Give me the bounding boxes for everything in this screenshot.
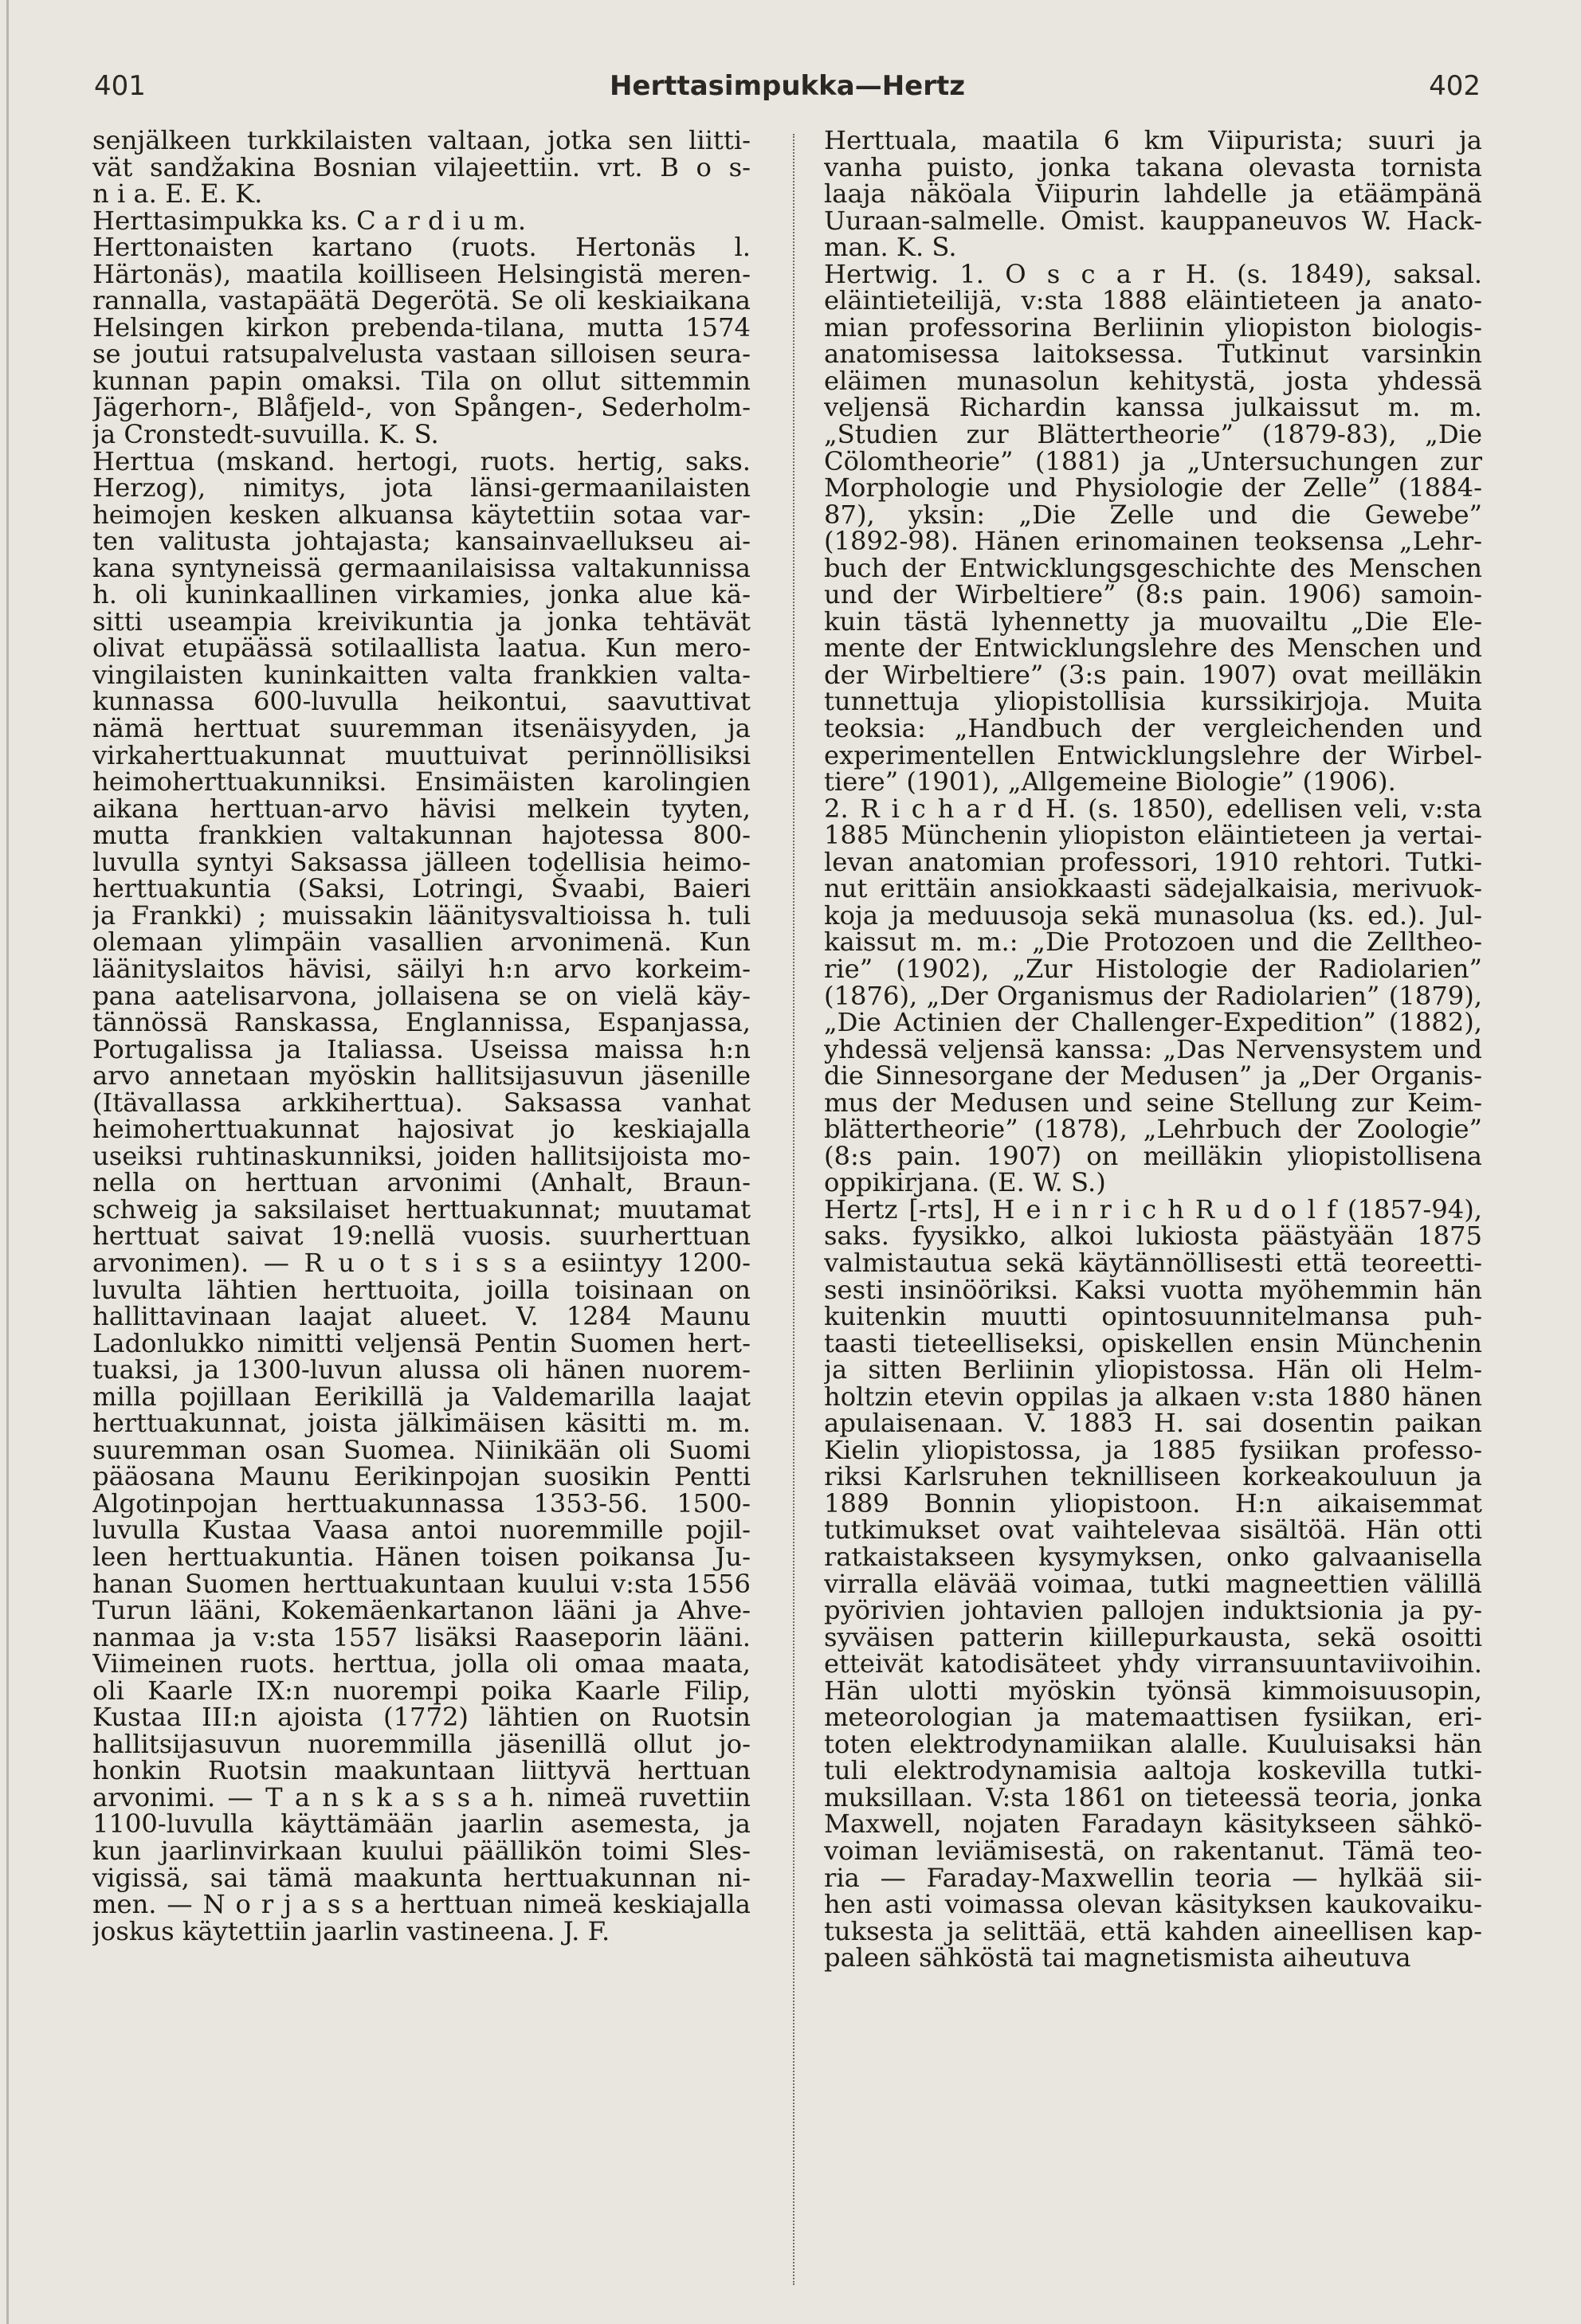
text-line: Herzog), nimitys, jota länsi-germaanilaisten [92, 472, 751, 504]
text-line: suuremman osan Suomea. Niinikään oli Suomi [92, 1434, 751, 1465]
text-line: veljensä Richardin kanssa julkaissut m. m. [824, 392, 1482, 423]
text-line: virkaherttuakunnat muuttuivat perinnöllisiksi [92, 739, 751, 770]
text-line: milla pojillaan Eerikillä ja Valdemarilla laajat [92, 1381, 751, 1412]
text-line: (1892-98). Hänen erinomainen teoksensa „Lehr- [824, 526, 1482, 557]
text-line: (8:s pain. 1907) on meilläkin yliopistollisena [824, 1140, 1482, 1171]
text-line: tunnettuja yliopistollisia kurssikirjoja. Muita [824, 686, 1482, 717]
text-line: vingilaisten kuninkaitten valta frankkien valta- [92, 659, 751, 690]
text-line: herttuakuntia (Saksi, Lotringi, Švaabi, Baieri [92, 873, 751, 904]
text-line: Ladonlukko nimitti veljensä Pentin Suomen hert- [92, 1327, 751, 1358]
text-line: Algotinpojan herttuakunnassa 1353-56. 1500- [92, 1487, 751, 1519]
text-line: muksillaan. V:sta 1861 on tieteessä teoria, jonka [824, 1781, 1482, 1813]
text-line: nut erittäin ansiokkaasti sädejalkaisia, merivuok- [824, 873, 1482, 904]
text-line: Portugalissa ja Italiassa. Useissa maissa h:n [92, 1033, 751, 1064]
text-line: meteorologian ja matemaattisen fysiikan, eri- [824, 1702, 1482, 1733]
text-line: arvonimi. — T a n s k a s s a h. nimeä ruvettiin [92, 1781, 751, 1813]
text-line: n i a. E. E. K. [92, 178, 263, 210]
text-line: ja sitten Berliinin yliopistossa. Hän oli Helm- [824, 1354, 1482, 1385]
text-line: kuin tästä lyhennetty ja muovailtu „Die Ele- [824, 605, 1482, 637]
text-line: virralla elävää voimaa, tutki magneettien välillä [824, 1568, 1482, 1599]
text-line: apulaisenaan. V. 1883 H. sai dosentin paikan [824, 1408, 1482, 1439]
text-line: ratkaistakseen kysymyksen, onko galvaanisella [824, 1541, 1482, 1572]
text-line: Turun lääni, Kokemäenkartanon lääni ja Ahve- [92, 1595, 751, 1626]
text-line: 2. R i c h a r d H. (s. 1850), edellisen veli, v:sta [824, 793, 1482, 824]
text-line: Maxwell, nojaten Faradayn käsitykseen sähkö- [824, 1809, 1482, 1840]
text-line: Herttua (mskand. hertogi, ruots. hertig, saks. [92, 445, 751, 476]
text-line: voiman leviämisestä, on rakentanut. Tämä teo- [824, 1836, 1482, 1866]
text-line: vigissä, sai tämä maakunta herttuakunnan ni- [92, 1862, 751, 1893]
text-line: 1100-luvulla käyttämään jaarlin asemesta, ja [92, 1809, 751, 1840]
text-line: holtzin etevin oppilas ja alkaen v:sta 1880 hänen [824, 1381, 1482, 1412]
text-line: Morphologie und Physiologie der Zelle” (1884- [824, 472, 1482, 504]
text-line: teoksia: „Handbuch der vergleichenden und [824, 713, 1482, 744]
text-line: herttuat saivat 19:nellä vuosis. suurherttuan [92, 1221, 751, 1252]
text-line: arvo annetaan myöskin hallitsijasuvun jäsenille [92, 1060, 751, 1091]
text-line: blättertheorie” (1878), „Lehrbuch der Zoologie” [824, 1114, 1482, 1145]
text-line: experimentellen Entwicklungslehre der Wirbel- [824, 739, 1482, 770]
text-line: Härtonäs), maatila koilliseen Helsingistä meren- [92, 258, 751, 289]
page-header [94, 70, 1481, 112]
text-line: und der Wirbeltiere” (8:s pain. 1906) samoin- [824, 579, 1482, 610]
text-line: luvulla Kustaa Vaasa antoi nuoremmille pojil- [92, 1515, 751, 1546]
text-line: nella on herttuan arvonimi (Anhalt, Braun- [92, 1167, 751, 1198]
text-line: „Studien zur Blättertheorie” (1879-83), „Die [824, 419, 1482, 450]
text-line: men. — N o r j a s s a herttuan nimeä keskiajalla [92, 1889, 751, 1920]
text-line: mutta frankkien valtakunnan hajotessa 800- [92, 820, 751, 851]
text-line: pääosana Maunu Eerikinpojan suosikin Pentti [92, 1461, 751, 1492]
text-line: Cölomtheorie” (1881) ja „Untersuchungen zur [824, 445, 1482, 476]
text-line: ja Cronstedt-suvuilla. K. S. [92, 419, 439, 450]
text-line: tuli elektrodynamisia aaltoja koskevilla tutki- [824, 1755, 1482, 1786]
text-line: tännössä Ranskassa, Englannissa, Espanjassa, [92, 1007, 751, 1038]
text-line: Uuraan-salmelle. Omist. kauppaneuvos W. Hack- [824, 205, 1482, 236]
text-line: sesti insinööriksi. Kaksi vuotta myöhemmin hän [824, 1274, 1482, 1305]
text-line: läänityslaitos hävisi, säilyi h:n arvo korkeim- [92, 953, 751, 984]
text-line: Jägerhorn-, Blåfjeld-, von Spången-, Sederholm- [92, 392, 751, 423]
running-title: Herttasimpukka—Hertz [609, 70, 966, 102]
text-line: hen asti voimassa olevan käsityksen kaukovaiku- [824, 1889, 1482, 1920]
text-line: saks. fyysikko, alkoi lukiosta päästyään 1875 [824, 1221, 1482, 1252]
text-line: kunnassa 600-luvulla heikontui, saavuttivat [92, 686, 751, 717]
text-line: man. K. S. [824, 232, 957, 263]
text-line: oli Kaarle IX:n nuorempi poika Kaarle Filip, [92, 1675, 751, 1706]
text-line: yhdessä veljensä kanssa: „Das Nervensystem und [824, 1033, 1482, 1064]
text-line: (1876), „Der Organismus der Radiolarien” (1879), [824, 980, 1482, 1011]
text-line: Hän ulotti myöskin työnsä kimmoisuusopin, [824, 1675, 1482, 1706]
text-line: joskus käytettiin jaarlin vastineena. J. F. [92, 1915, 610, 1946]
text-line: riksi Karlsruhen teknilliseen korkeakouluun ja [824, 1461, 1482, 1492]
text-line: hanan Suomen herttuakuntaan kuului v:sta 1556 [92, 1568, 751, 1599]
text-line: pyörivien johtavien pallojen induktsionia ja py- [824, 1595, 1482, 1626]
text-line: buch der Entwicklungsgeschichte des Menschen [824, 552, 1482, 583]
text-line: aikana herttuan-arvo hävisi melkein tyyten, [92, 793, 751, 824]
right-column [824, 127, 1482, 2279]
text-line: Hertwig. 1. O s c a r H. (s. 1849), saksal. [824, 258, 1482, 289]
text-line: nanmaa ja v:sta 1557 lisäksi Raaseporin lääni. [92, 1621, 751, 1652]
text-line: tuaksi, ja 1300-luvun alussa oli hänen nuorem- [92, 1354, 751, 1385]
text-line: der Wirbeltiere” (3:s pain. 1907) ovat meilläkin [824, 659, 1482, 690]
text-line: Kustaa III:n ajoista (1772) lähtien on Ruotsin [92, 1702, 751, 1733]
text-line: rannalla, vastapäätä Degerötä. Se oli keskiaikana [92, 285, 751, 316]
text-line: Herttuala, maatila 6 km Viipurista; suuri ja [824, 127, 1482, 155]
text-line: se joutui ratsupalvelusta vastaan silloisen seura- [92, 339, 751, 370]
text-line: hallitsijasuvun nuoremmilla jäsenillä ollut jo- [92, 1728, 751, 1759]
text-line: heimoherttuakunnat hajosivat jo keskiajalla [92, 1114, 751, 1145]
text-line: rie” (1902), „Zur Histologie der Radiolarien” [824, 953, 1482, 984]
text-line: tutkimukset ovat vaihtelevaa sisältöä. Hän otti [824, 1515, 1482, 1546]
text-line: arvonimen). — R u o t s i s s a esiintyy 1200- [92, 1247, 751, 1278]
text-line: luvulla syntyi Saksassa jälleen todellisia heimo- [92, 846, 751, 877]
scan-edge [6, 0, 9, 2324]
text-line: oppikirjana. (E. W. S.) [824, 1167, 1106, 1198]
text-line: kun jaarlinvirkaan kuului päällikön toimi Sles- [92, 1836, 751, 1866]
text-line: kana syntyneissä germaanilaisissa valtakunnissa [92, 552, 751, 583]
text-line: mus der Medusen und seine Stellung zur Keim- [824, 1087, 1482, 1118]
text-line: syväisen patterin kiillepurkausta, sekä osoitti [824, 1621, 1482, 1652]
left-column [92, 127, 751, 2279]
text-line: laaja näköala Viipurin lahdelle ja etäämpänä [824, 178, 1482, 210]
text-line: mian professorina Berliinin yliopiston biologis- [824, 312, 1482, 343]
text-line: eläimen munasolun kehitystä, josta yhdessä [824, 365, 1482, 396]
text-line: die Sinnesorgane der Medusen” ja „Der Organis- [824, 1060, 1482, 1091]
text-line: kaissut m. m.: „Die Protozoen und die Zelltheo- [824, 927, 1482, 958]
text-line: ja Frankki) ; muissakin läänitysvaltioissa h. tuli [92, 899, 751, 931]
text-line: vät sandžakina Bosnian vilajeettiin. vrt. B o s- [92, 151, 751, 182]
text-line: Helsingen kirkon prebenda-tilana, mutta 1574 [92, 312, 751, 343]
text-line: hallittavinaan laajat alueet. V. 1284 Maunu [92, 1301, 751, 1332]
text-line: heimoherttuakunniksi. Ensimäisten karolingien [92, 766, 751, 798]
text-line: „Die Actinien der Challenger-Expedition” (1882), [824, 1007, 1482, 1038]
text-line: ten valitusta johtajasta; kansainvaellukseu ai- [92, 526, 751, 557]
text-line: valmistautua sekä käytännöllisesti että teoreetti- [824, 1247, 1482, 1278]
text-line: kunnan papin omaksi. Tila on ollut sittemmin [92, 365, 751, 396]
text-line: h. oli kuninkaallinen virkamies, jonka alue kä- [92, 579, 751, 610]
text-line: tiere” (1901), „Allgemeine Biologie” (1906). [824, 766, 1396, 798]
text-line: tuksesta ja selittää, että kahden aineellisen kap- [824, 1915, 1482, 1946]
text-line: levan anatomian professori, 1910 rehtori. Tutki- [824, 846, 1482, 877]
text-line: sitti useampia kreivikuntia ja jonka tehtävät [92, 605, 751, 637]
text-line: senjälkeen turkkilaisten valtaan, jotka sen liitti- [92, 127, 751, 155]
text-line: mente der Entwicklungslehre des Menschen und [824, 633, 1482, 664]
text-line: vanha puisto, jonka takana olevasta tornista [824, 151, 1482, 182]
text-line: Herttonaisten kartano (ruots. Hertonäs l. [92, 232, 751, 263]
column-divider [793, 134, 794, 2285]
text-line: 87), yksin: „Die Zelle und die Gewebe” [824, 499, 1482, 530]
text-line: etteivät katodisäteet yhdy virransuuntaviivoihin. [824, 1648, 1482, 1679]
page-number-left: 401 [94, 70, 146, 102]
text-line: taasti tieteelliseksi, opiskellen ensin Münchenin [824, 1327, 1482, 1358]
text-line: olemaan ylimpäin vasallien arvonimenä. Kun [92, 927, 751, 958]
text-line: anatomisessa laitoksessa. Tutkinut varsinkin [824, 339, 1482, 370]
text-line: koja ja meduusoja sekä munasolua (ks. ed.). Jul- [824, 899, 1482, 931]
text-line: useiksi ruhtinaskunniksi, joiden hallitsijoista mo- [92, 1140, 751, 1171]
text-line: Hertz [-rts], H e i n r i c h R u d o l f (1857-94), [824, 1193, 1482, 1225]
text-line: schweig ja saksilaiset herttuakunnat; muutamat [92, 1193, 751, 1225]
text-line: Viimeinen ruots. herttua, jolla oli omaa maata, [92, 1648, 751, 1679]
text-line: paleen sähköstä tai magnetismista aiheutuva [824, 1942, 1411, 1973]
text-line: honkin Ruotsin maakuntaan liittyvä herttuan [92, 1755, 751, 1786]
text-line: heimojen kesken alkuansa käytettiin sotaa var- [92, 499, 751, 530]
page-number-right: 402 [1429, 70, 1481, 102]
text-line: pana aatelisarvona, jollaisena se on vielä käy- [92, 980, 751, 1011]
text-line: olivat etupäässä sotilaallista laatua. Kun mero- [92, 633, 751, 664]
text-line: Herttasimpukka ks. C a r d i u m. [92, 205, 527, 236]
text-line: (Itävallassa arkkiherttua). Saksassa vanhat [92, 1087, 751, 1118]
text-line: toten elektrodynamiikan alalle. Kuuluisaksi hän [824, 1728, 1482, 1759]
text-line: leen herttuakuntia. Hänen toisen poikansa Ju- [92, 1541, 751, 1572]
text-line: nämä herttuat suuremman itsenäisyyden, ja [92, 713, 751, 744]
text-line: herttuakunnat, joista jälkimäisen käsitti m. m. [92, 1408, 751, 1439]
text-line: 1889 Bonnin yliopistoon. H:n aikaisemmat [824, 1487, 1482, 1519]
text-line: eläintieteilijä, v:sta 1888 eläintieteen ja anato- [824, 285, 1482, 316]
text-line: ria — Faraday-Maxwellin teoria — hylkää sii- [824, 1862, 1482, 1893]
text-line: Kielin yliopistossa, ja 1885 fysiikan professo- [824, 1434, 1482, 1465]
text-line: luvulta lähtien herttuoita, joilla toisinaan on [92, 1274, 751, 1305]
text-line: kuitenkin muutti opintosuunnitelmansa puh- [824, 1301, 1482, 1332]
text-line: 1885 Münchenin yliopiston eläintieteen ja vertai- [824, 820, 1482, 851]
